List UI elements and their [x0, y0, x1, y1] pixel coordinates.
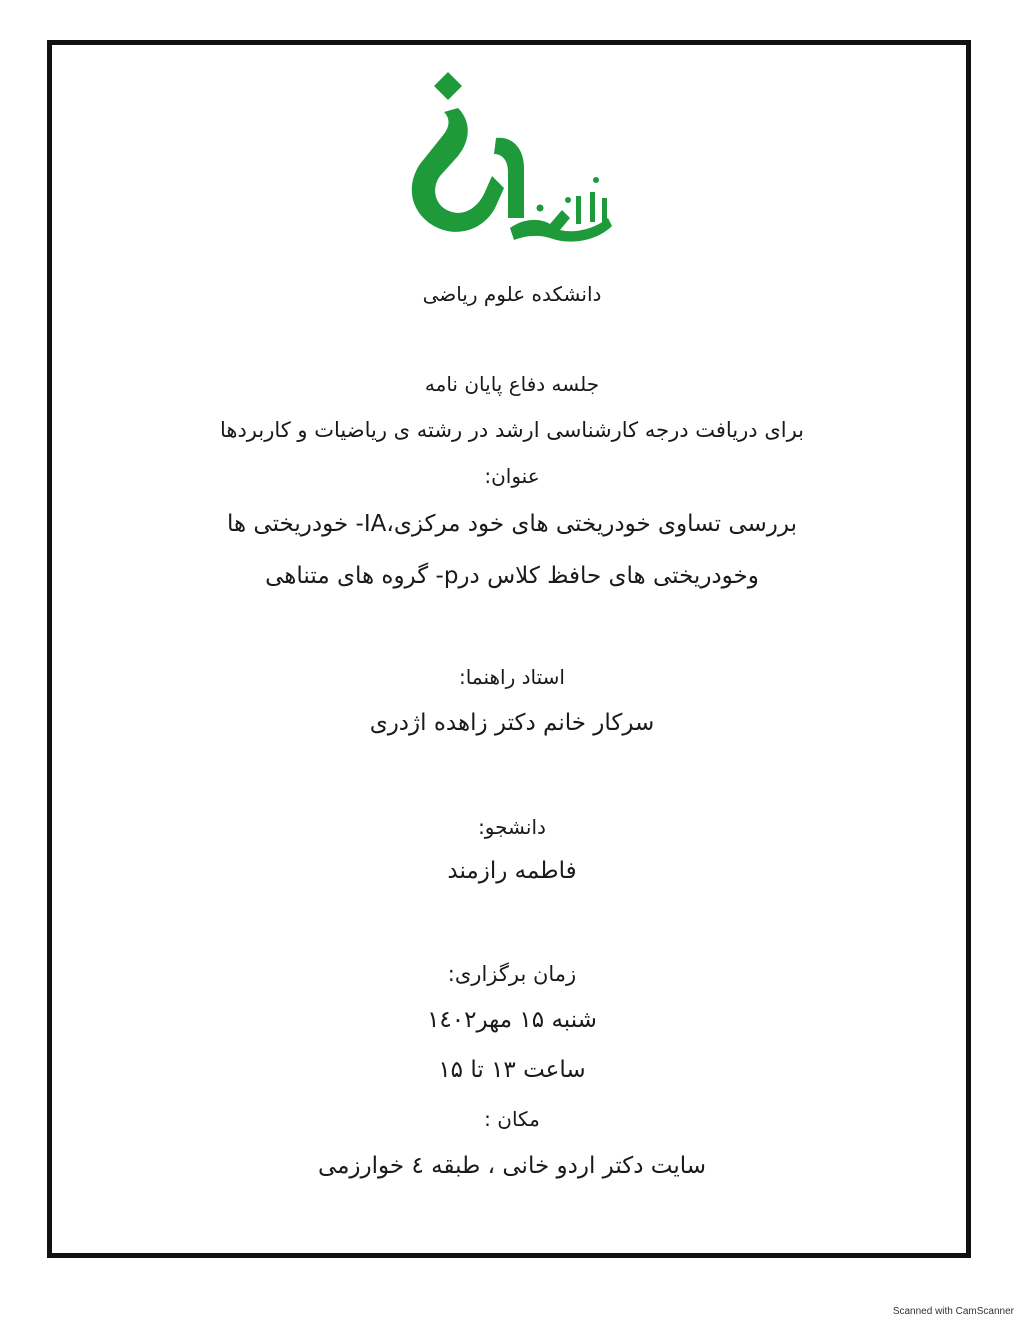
thesis-title-line-2: وخودریختی های حافظ کلاس درp- گروه های متناهی [265, 563, 759, 589]
defense-date: شنبه ۱۵ مهر۱٤۰۲ [427, 1007, 597, 1033]
session-title: جلسه دفاع پایان نامه [424, 372, 600, 396]
degree-line: برای دریافت درجه کارشناسی ارشد در رشته ی ریاضیات و کاربردها [219, 418, 805, 442]
supervisor-name: سرکار خانم دکتر زاهده اژدری [369, 710, 655, 736]
location-label: مکان : [484, 1107, 540, 1131]
defense-hours: ساعت ۱۳ تا ۱۵ [438, 1057, 586, 1083]
defense-location: سایت دکتر اردو خانی ، طبقه ٤ خوارزمی [317, 1153, 707, 1179]
student-name: فاطمه رازمند [447, 858, 577, 884]
supervisor-label: استاد راهنما: [459, 665, 565, 689]
thesis-title-line-1: بررسی تساوی خودریختی های خود مرکزی،IA- خودریختی ها [226, 511, 797, 537]
student-label: دانشجو: [478, 815, 546, 839]
scanner-watermark: Scanned with CamScanner [892, 1306, 1014, 1317]
title-label: عنوان: [484, 464, 540, 488]
time-label: زمان برگزاری: [447, 962, 577, 986]
alzahra-university-logo-icon [400, 68, 620, 253]
faculty-name: دانشکده علوم ریاضی [422, 282, 602, 306]
